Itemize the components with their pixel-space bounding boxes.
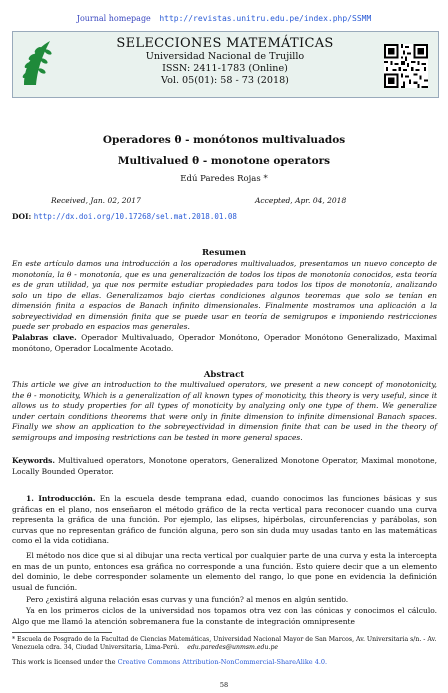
resumen-heading: Resumen	[201, 248, 247, 258]
intro-heading: 1. Introducción.	[26, 494, 96, 503]
abstract-text: This article we give an introduction to the multivalued operators, we present a new concept of monotonicity, the θ - monoticity, Which is a generalization of all known types of monoticity, this theory is very useful, since it allows us to study properties for all types of monoticity by analyzing only one type of them. We generalize under certain conditions theorems that were only in finite dimension to infinite dimensional Banach spaces. Finally we show an application to the sobreyectividad in dimension finite that can be used in the theory of semigroups and imposing restrictions can be tested in more general spaces.	[12, 380, 437, 442]
issn: ISSN: 2411-1783 (Online)	[162, 63, 288, 74]
volume-info: Vol. 05(01): 58 - 73 (2018)	[161, 75, 289, 86]
doi-link[interactable]: http://dx.doi.org/10.17268/sel.mat.2018.01.08	[33, 212, 237, 221]
intro-p1-text: En la escuela desde temprana edad, cuando conocimos las funciones básicas y sus gráficas en el plano, nos enseñaron el método gráfico de la recta vertical para reconocer cuando una curva representa la gráfica de una función. Por ejemplo, las elipses, hipérbolas, circunferencias y parábolas, son curvas que no representan gráfico de función alguna, pero son sin duda muy usadas tanto en las matemáticas como el la vida cotidiana.	[12, 494, 437, 545]
received-date: Received, Jan. 02, 2017	[51, 196, 141, 205]
accepted-date: Accepted, Apr. 04, 2018	[255, 196, 347, 205]
intro-paragraph-4: Ya en los primeros ciclos de la universidad nos topamos otra vez con las cónicas y conocimos el cálculo. Algo que me llamó la atención sobremanera fue la constante de integración omnipresente	[12, 606, 437, 626]
footnote-text: * Escuela de Posgrado de la Facultad de Ciencias Matemáticas, Universidad Nacional Mayor de San Marcos, Av. Universitaria s/n. - Av. Venezuela cdra. 34, Ciudad Universitaria, Lima-Perú.	[12, 636, 437, 651]
homepage-link[interactable]: http://revistas.unitru.edu.pe/index.php/SSMM	[159, 14, 372, 23]
resumen-keywords-text: Operador Multivaluado, Operador Monótono, Operador Monótono Generalizado, Maximal monótono, Operador Localmente Acotado.	[12, 333, 437, 353]
resumen-keywords-label: Palabras clave.	[12, 333, 77, 342]
journal-title: SELECCIONES MATEMÁTICAS	[116, 36, 334, 51]
intro-paragraph-1	[12, 494, 437, 547]
journal-homepage-line	[0, 14, 448, 23]
qr-code-icon	[384, 44, 428, 88]
intro-paragraph-2: El método nos dice que si al dibujar una recta vertical por cualquier parte de una curva y esta la intercepta en mas de un punto, entonces esa gráfica no corresponde a una función. Esto quiere decir que a un elemento del dominio, le debe corresponder solamente un elemento del rango, lo que pone en evidencia la definición usual de función.	[12, 551, 437, 592]
footnote-rule	[12, 632, 112, 633]
license-prefix: This work is licensed under the	[12, 658, 116, 666]
doi-line	[12, 212, 237, 221]
intro-paragraph-3: Pero ¿existirá alguna relación esas curvas y una función? al menos en algún sentido.	[26, 595, 349, 604]
resumen-text: En este artículo damos una introducción a los operadores multivaluados, presentamos un nuevo concepto de monotonía, la θ - monotonía, que es una generalización de todos los tipos de monotonía conocidos, esta teoría es de gran utilidad, ya que nos permite estudiar propiedades para todos los tipos de monotonía, analizando solo un tipo de ellas. Generalizamos bajo ciertas condiciones algunos teoremas que solo se tenían en dimensión finita a espacios de Banach infinito dimensionales. Finalmente mostramos una aplicación a la sobreyectividad en dimensión finita que se puede usar en teoría de semigrupos e imponiendo restricciones puede ser probado en espacios mas generales.	[12, 259, 437, 331]
resumen-keywords	[12, 333, 437, 354]
doi-label: DOI:	[12, 212, 32, 221]
article-title-spanish: Operadores θ - monótonos multivaluados	[102, 134, 346, 146]
article-title-english: Multivalued θ - monotone operators	[117, 155, 331, 167]
university-name: Universidad Nacional de Trujillo	[145, 51, 305, 62]
footnote-email[interactable]: edu.paredes@unmsm.edu.pe	[187, 644, 279, 651]
abstract-heading: Abstract	[203, 370, 245, 380]
author-name: Edú Paredes Rojas *	[180, 174, 268, 184]
homepage-label: Journal homepage	[76, 14, 151, 23]
footnote	[12, 636, 437, 652]
journal-logo-icon	[14, 35, 62, 91]
abstract-keywords-label: Keywords.	[12, 456, 55, 465]
journal-header-info	[60, 37, 390, 87]
abstract-keywords-text: Multivalued operators, Monotone operators, Generalized Monotone Operator, Maximal monotone, Locally Bounded Operator.	[12, 456, 437, 476]
page-number: 58	[219, 681, 229, 689]
license-link[interactable]: Creative Commons Attribution-NonCommercial-ShareAlike 4.0.	[117, 658, 328, 666]
abstract-keywords	[12, 456, 437, 477]
license-line	[12, 658, 327, 666]
